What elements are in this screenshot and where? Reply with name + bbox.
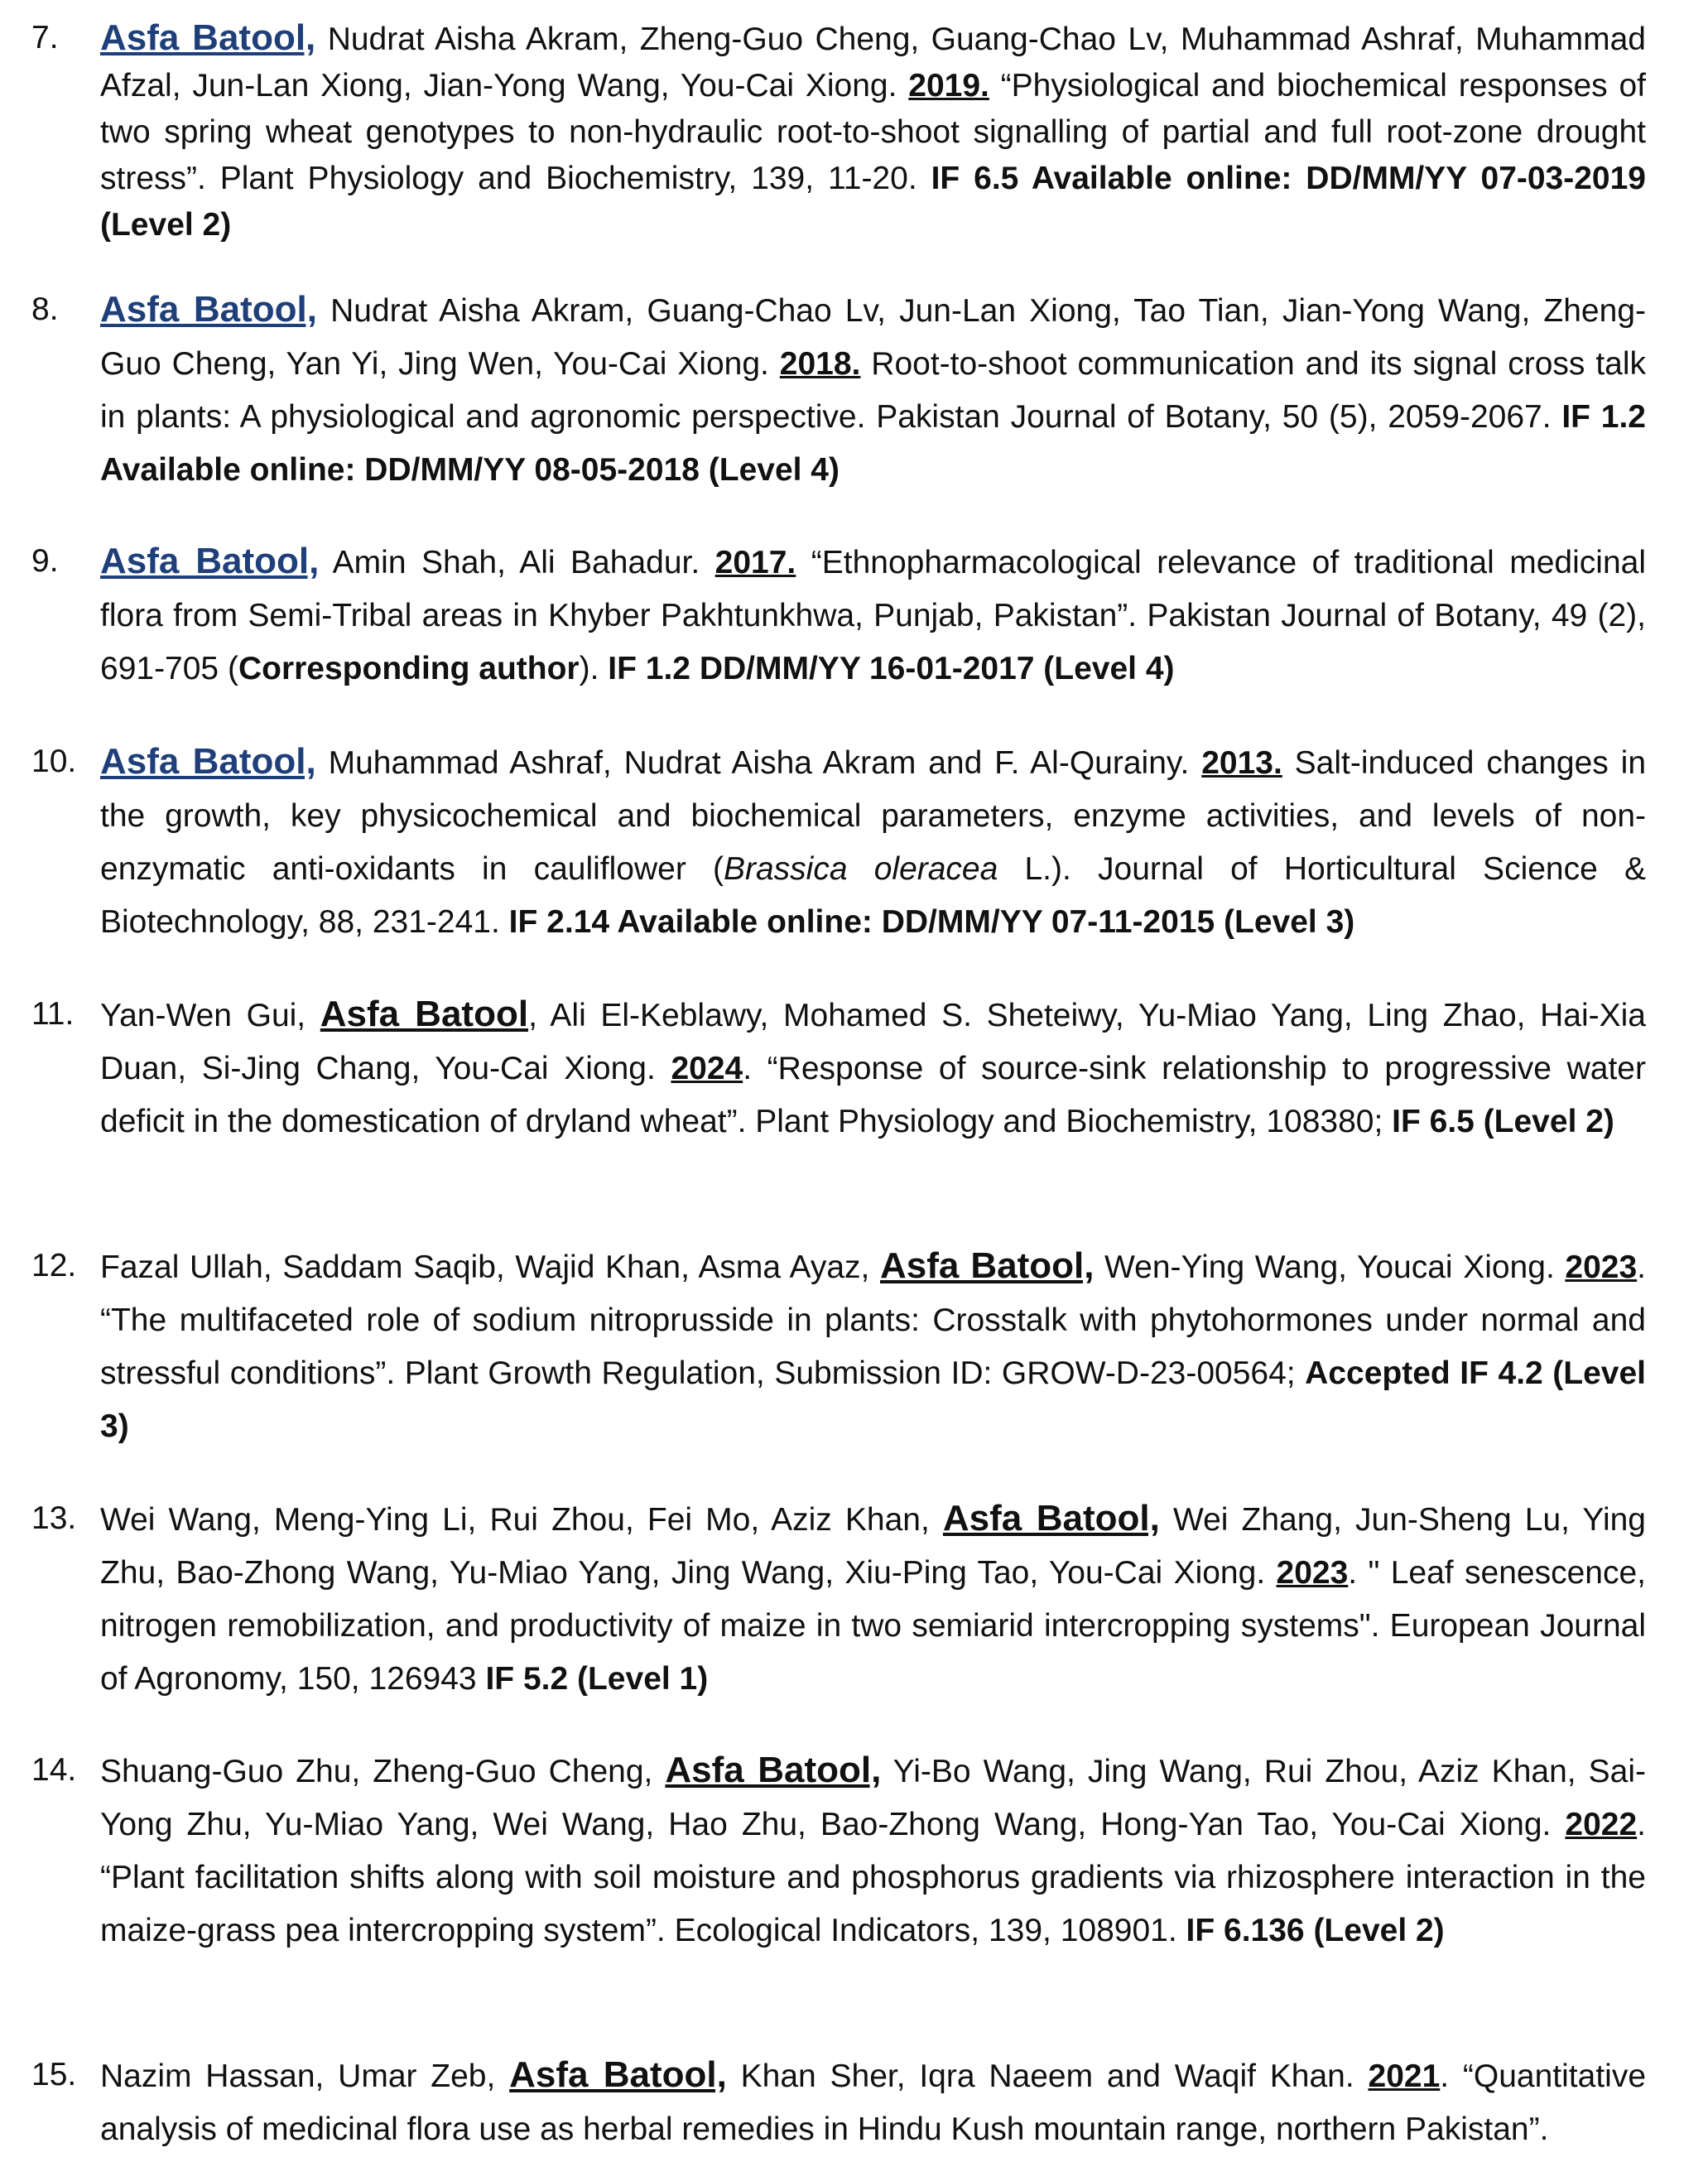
reference-number: 7. <box>31 20 59 55</box>
publication-year: 2021 <box>1368 2058 1441 2094</box>
reference-item <box>31 2049 1646 2156</box>
author-list: Amin Shah, Ali Bahadur. <box>319 545 715 580</box>
species-name: Brassica oleracea <box>723 851 998 887</box>
citation-text: . " Leaf senescence, nitrogen remobilization, and productivity of maize in two semiarid intercropping systems". European Journal of Agronomy, 150, 126943 <box>100 1555 1646 1697</box>
impact-info: IF 2.14 Available online: DD/MM/YY 07-11-2015 (Level 3) <box>508 904 1355 940</box>
citation-text: . “Quantitative analysis of medicinal flora use as herbal remedies in Hindu Kush mountain range, northern Pakistan”. <box>100 2058 1647 2147</box>
citation-text: Salt-induced changes in the growth, key physicochemical and biochemical parameters, enzyme activities, and levels of non-enzymatic anti-oxidants in cauliflower ( <box>100 745 1647 887</box>
publication-year: 2024 <box>671 1051 743 1086</box>
reference-number: 11. <box>31 996 75 1032</box>
publication-year: 2018. <box>779 346 861 382</box>
author-list: Nudrat Aisha Akram, Zheng-Guo Cheng, Guang-Chao Lv, Muhammad Ashraf, Muhammad Afzal, Jun-Lan Xiong, Jian-Yong Wang, You-Cai Xiong. <box>100 22 1646 104</box>
reference-number: 12. <box>31 1248 77 1283</box>
preceding-authors: Nazim Hassan, Umar Zeb, <box>100 2058 510 2094</box>
publication-year: 2017. <box>714 545 796 580</box>
reference-item <box>31 735 1646 949</box>
impact-info: IF 1.2 DD/MM/YY 16-01-2017 (Level 4) <box>608 651 1175 686</box>
citation-text: . “Plant facilitation shifts along with soil moisture and phosphorus gradients via rhizosphere interaction in the maize-grass pea intercropping system”. Ecological Indicators, 139, 108901. <box>100 1807 1646 1948</box>
publication-year: 2023 <box>1276 1555 1349 1591</box>
citation-text-continued: ). <box>579 651 609 686</box>
reference-number: 9. <box>31 543 59 579</box>
citation-text: “Ethnopharmacological relevance of traditional medicinal flora from Semi-Tribal areas in Khyber Pakhtunkhwa, Punjab, Pakistan”. Pakistan Journal of Botany, 49 (2), 691-705 ( <box>100 545 1646 686</box>
highlighted-author: Asfa Batool <box>320 994 529 1034</box>
author-list: Nudrat Aisha Akram, Guang-Chao Lv, Jun-Lan Xiong, Tao Tian, Jian-Yong Wang, Zheng-Guo Cheng, Yan Yi, Jing Wen, You-Cai Xiong. <box>100 293 1646 382</box>
preceding-authors: Yan-Wen Gui, <box>100 998 320 1033</box>
citation-text: . “Response of source-sink relationship to progressive water deficit in the domestication of dryland wheat”. Plant Physiology and Biochemistry, 108380; <box>100 1051 1646 1139</box>
highlighted-author: Asfa Batool, <box>509 2054 727 2095</box>
publication-year: 2022 <box>1565 1807 1638 1842</box>
reference-item <box>31 1492 1646 1706</box>
author-list: , Ali El-Keblawy, Mohamed S. Sheteiwy, Yu-Miao Yang, Ling Zhao, Hai-Xia Duan, Si-Jing Chang, You-Cai Xiong. <box>100 998 1646 1086</box>
highlighted-author: Asfa Batool, <box>942 1498 1160 1538</box>
reference-number: 13. <box>31 1500 77 1536</box>
preceding-authors: Fazal Ullah, Saddam Saqib, Wajid Khan, Asma Ayaz, <box>100 1250 880 1285</box>
author-list: Muhammad Ashraf, Nudrat Aisha Akram and F. Al-Qurainy. <box>315 745 1202 781</box>
reference-body <box>100 1240 1646 1453</box>
impact-info: IF 1.2 Available online: DD/MM/YY 08-05-2018 (Level 4) <box>100 399 1646 488</box>
reference-body <box>100 535 1646 696</box>
reference-item <box>31 15 1646 248</box>
reference-body <box>100 1492 1646 1706</box>
reference-item <box>31 1240 1646 1453</box>
reference-number: 15. <box>31 2057 77 2092</box>
author-list: Khan Sher, Iqra Naeem and Waqif Khan. <box>726 2058 1369 2094</box>
reference-number: 8. <box>31 291 59 327</box>
impact-info: IF 6.136 (Level 2) <box>1186 1913 1445 1948</box>
corresponding-author-note: Corresponding author <box>238 651 580 686</box>
impact-info: IF 5.2 (Level 1) <box>485 1661 709 1697</box>
reference-item <box>31 988 1646 1148</box>
reference-body <box>100 15 1646 248</box>
highlighted-author: Asfa Batool, <box>100 289 317 330</box>
highlighted-author: Asfa Batool, <box>100 741 316 782</box>
citation-text-continued: L.). Journal of Horticultural Science & Biotechnology, 88, 231-241. <box>100 851 1646 940</box>
reference-number: 10. <box>31 744 77 779</box>
preceding-authors: Wei Wang, Meng-Ying Li, Rui Zhou, Fei Mo, Aziz Khan, <box>100 1502 943 1538</box>
reference-body <box>100 988 1646 1148</box>
highlighted-author: Asfa Batool, <box>100 541 320 581</box>
publication-year: 2019. <box>908 68 989 104</box>
reference-item <box>31 1744 1646 1957</box>
highlighted-author: Asfa Batool, <box>665 1750 882 1790</box>
publication-year: 2023 <box>1565 1250 1638 1285</box>
author-list: Wei Zhang, Jun-Sheng Lu, Ying Zhu, Bao-Zhong Wang, Yu-Miao Yang, Jing Wang, Xiu-Ping Tao, You-Cai Xiong. <box>100 1502 1646 1591</box>
reference-item <box>31 283 1646 497</box>
citation-text: . “The multifaceted role of sodium nitroprusside in plants: Crosstalk with phytohormones under normal and stressful conditions”. Plant Growth Regulation, Submission ID: GROW-D-23-00564; <box>100 1250 1646 1391</box>
highlighted-author: Asfa Batool, <box>100 17 316 58</box>
highlighted-author: Asfa Batool, <box>879 1245 1095 1286</box>
reference-body <box>100 735 1646 949</box>
author-list: Wen-Ying Wang, Youcai Xiong. <box>1094 1250 1566 1285</box>
impact-info: IF 6.5 (Level 2) <box>1392 1104 1614 1139</box>
impact-info: Accepted IF 4.2 (Level 3) <box>100 1355 1646 1444</box>
citation-text: Root-to-shoot communication and its signal cross talk in plants: A physiological and agronomic perspective. Pakistan Journal of Botany, 50 (5), 2059-2067. <box>100 346 1647 435</box>
author-list: Yi-Bo Wang, Jing Wang, Rui Zhou, Aziz Khan, Sai-Yong Zhu, Yu-Miao Yang, Wei Wang, Hao Zhu, Bao-Zhong Wang, Hong-Yan Tao, You-Cai Xiong. <box>100 1754 1646 1842</box>
reference-body <box>100 1744 1646 1957</box>
publication-year: 2013. <box>1201 745 1282 781</box>
citation-text: “Physiological and biochemical responses of two spring wheat genotypes to non-hydraulic root-to-shoot signalling of partial and full root-zone drought stress”. Plant Physiology and Biochemistry, 139, 11-20. <box>100 68 1646 196</box>
impact-info: IF 6.5 Available online: DD/MM/YY 07-03-2019 (Level 2) <box>100 161 1646 243</box>
preceding-authors: Shuang-Guo Zhu, Zheng-Guo Cheng, <box>100 1754 666 1789</box>
reference-item <box>31 535 1646 696</box>
reference-body <box>100 2049 1646 2156</box>
reference-number: 14. <box>31 1752 77 1788</box>
reference-body <box>100 283 1646 497</box>
